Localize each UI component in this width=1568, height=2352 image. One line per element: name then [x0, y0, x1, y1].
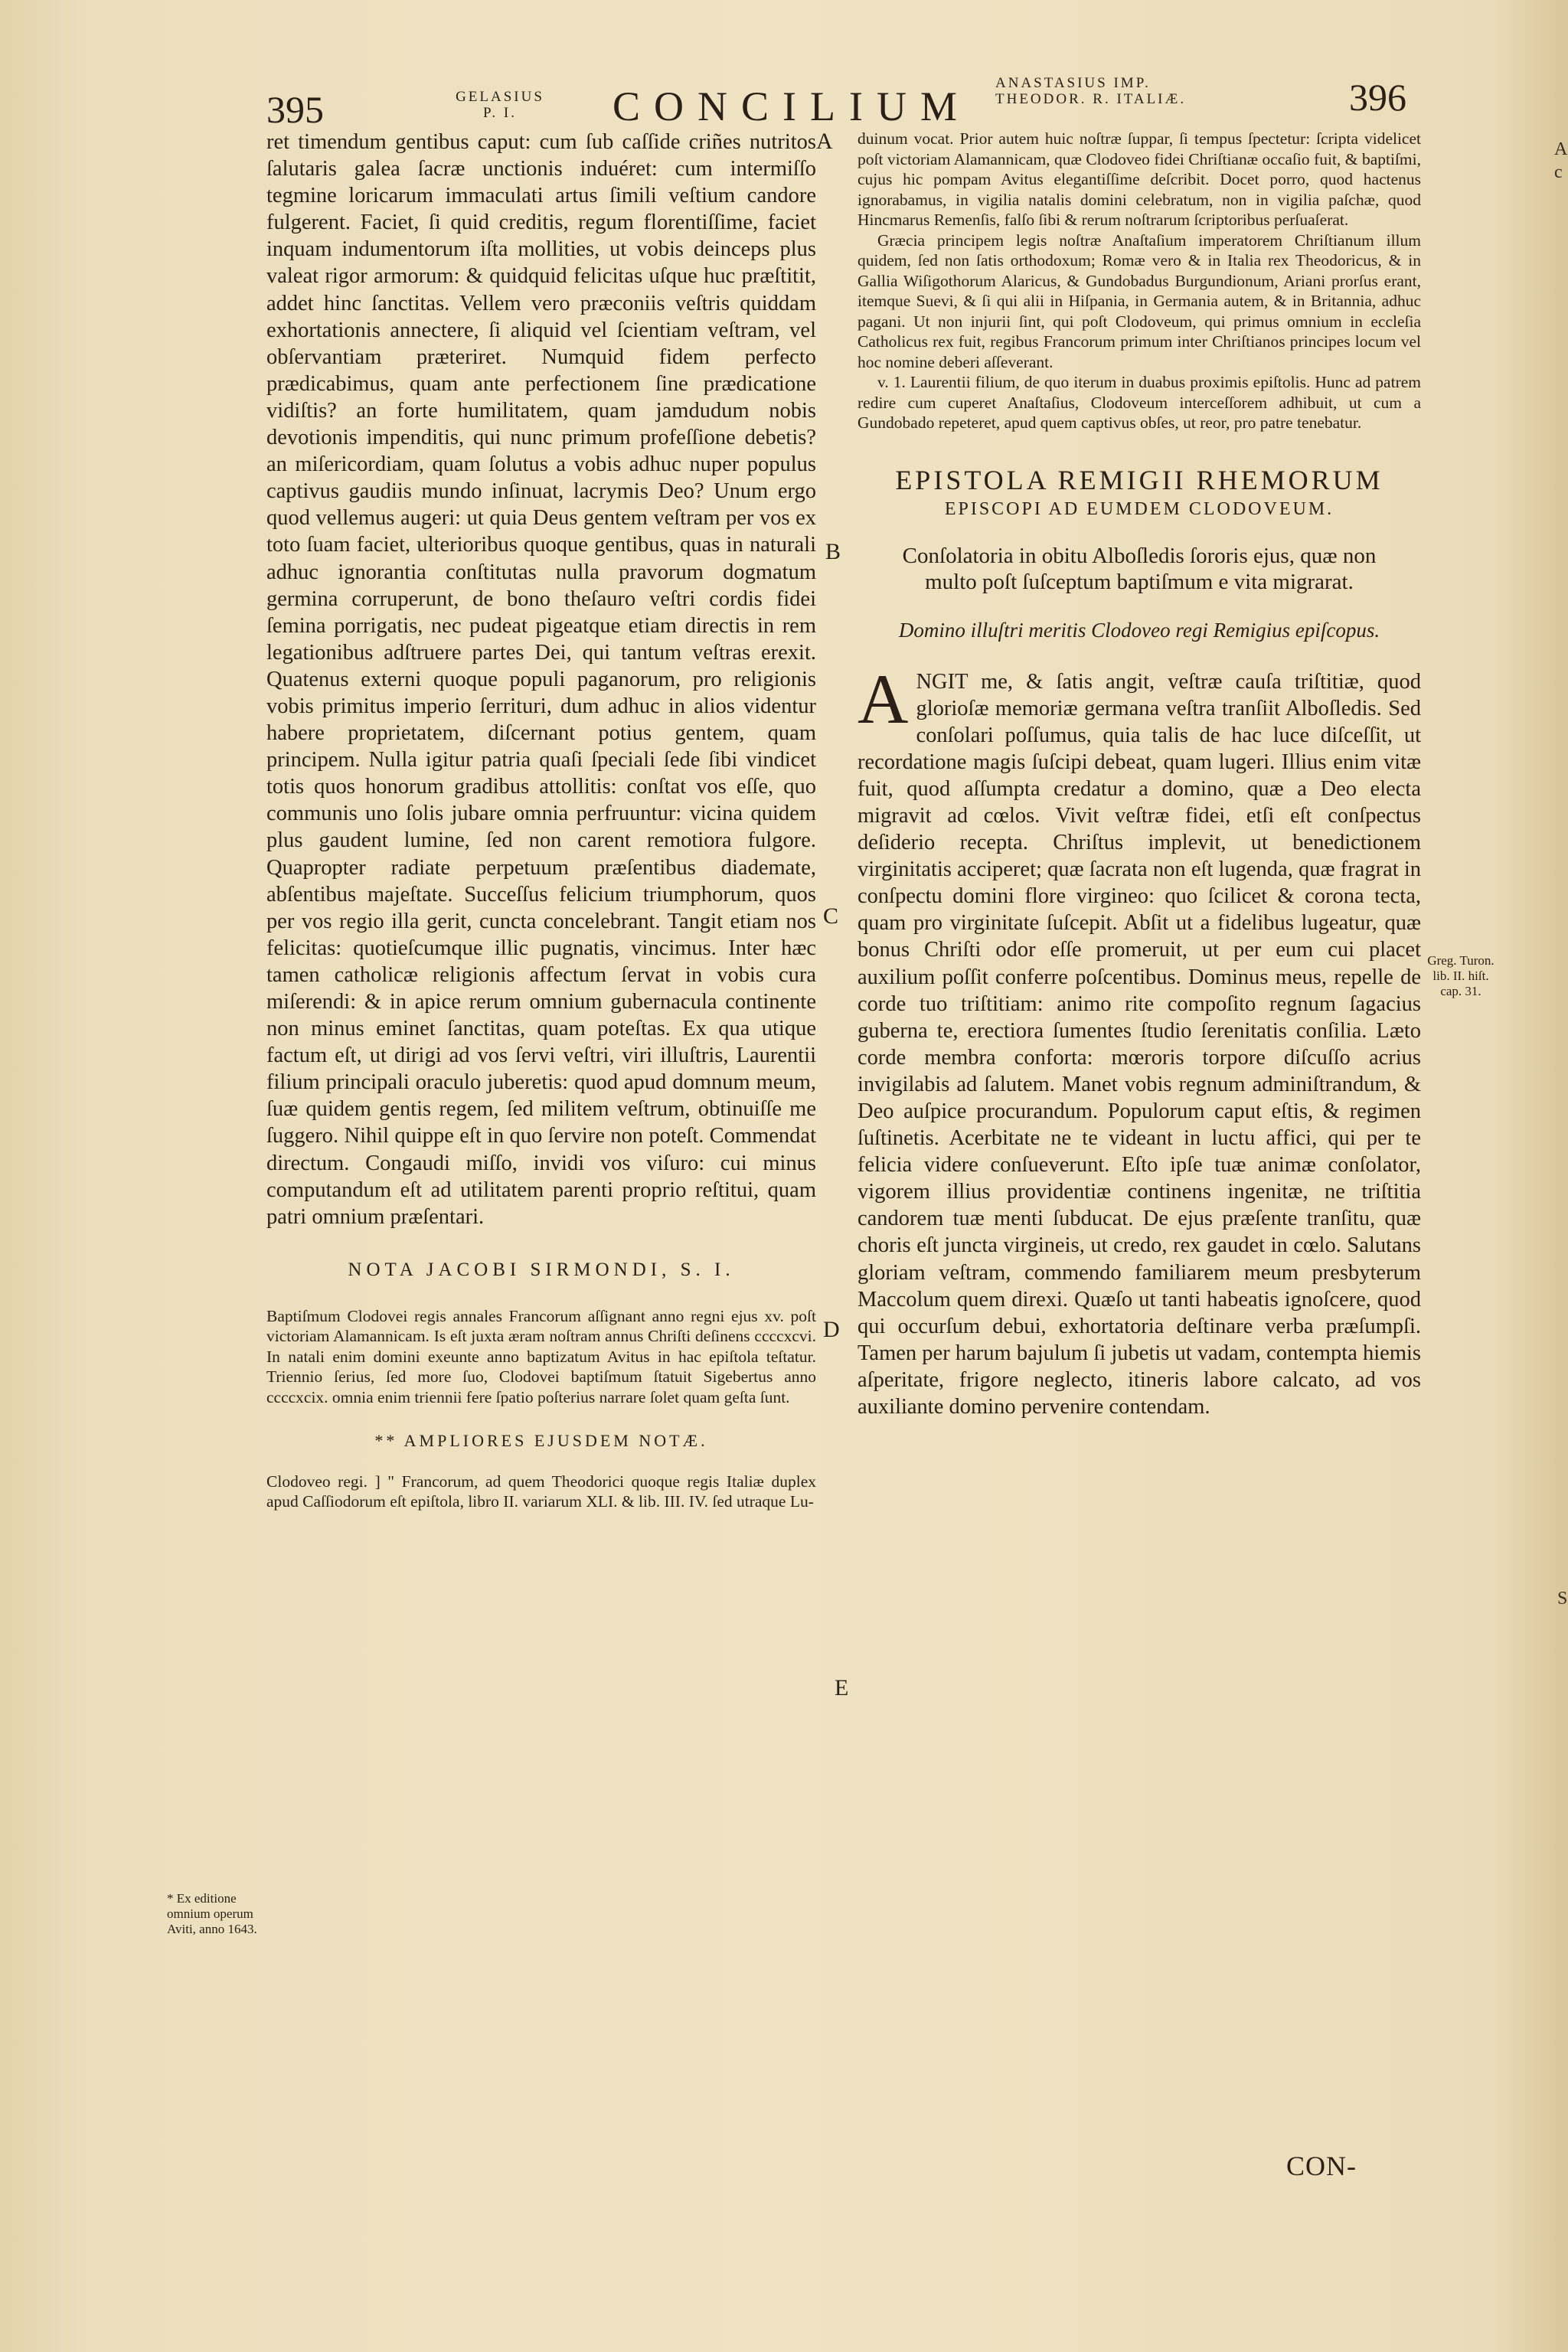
running-header	[0, 72, 1568, 133]
edge-mark-mid: S	[1557, 1589, 1568, 1609]
letter-text-right	[858, 659, 1421, 1421]
header-title: CONCILIUM	[612, 83, 971, 129]
margin-letter-d: D	[823, 1317, 840, 1342]
drop-cap: A	[858, 659, 909, 738]
header-right-caption	[995, 75, 1202, 107]
note-text-2: Clodoveo regi. ] " Francorum, ad quem Theodorici quoque regis Italiæ duplex apud Caſſiodorum eſt epiſtola, libro II. variarum XLI. & lib. III. IV. ſed utraque Lu-	[266, 1472, 816, 1511]
edge-mark-top: A c	[1554, 139, 1567, 182]
header-left-line-1: GELASIUS	[456, 89, 544, 105]
margin-letter-e: E	[835, 1675, 849, 1700]
right-column	[858, 129, 1421, 1420]
commentary-text-3: v. 1. Laurentii filium, de quo iterum in duabus proximis epiſtolis. Hunc ad patrem redire cum cuperet Anaſtaſius, Clodoveum interceſſorem adhibuit, ut cum a Gundobado repeteret, apud quem captivus obſes, ut reor, pro patre tenebatur.	[858, 373, 1421, 432]
salutation: Domino illuſtri meritis Clodoveo regi Remigius epiſcopus.	[898, 618, 1380, 642]
catchword: CON-	[1286, 2151, 1357, 2181]
letter-body: NGIT me, & ſatis angit, veſtræ cauſa triſtitiæ, quod glorioſæ memoriæ germana veſtra tranſiit Alboſledis. Sed conſolari poſſumus, quia talis de hac luce diſceſſit, ut recordatione magis ſuſcipi debeat, quam lugeri. Illius enim vitæ fuit, quod aſſumpta credatur a domino, quæ a Deo electa migravit ad cœlos. Vivit veſtræ fidei, etſi eſt conſpectus deſiderio recepta. Chriſtus implevit, ut benedictionem virginitatis acciperet; quæ ſacrata non eſt lugenda, quæ fragrat in conſpectu domini flore virgineo: quo ſcilicet & corona tecta, quam pro virginitate ſuſcepit. Abſit ut a fidelibus lugeatur, quæ bonus Chriſti odor eſſe promeruit, ut per eum cui placet auxilium poſſit conferre poſcentibus. Dominus meus, repelle de corde tuo triſtitiam: animo rite compoſito regnum ſagacius guberna te, erectiora ſumentes ſtudio ſerenitatis conſilia. Læto corde membra conforta: mœroris torpore diſcuſſo acrius invigilabis ad ſalutem. Manet vobis regnum adminiſtrandum, & Deo auſpice procurandum. Populorum caput eſtis, & regimen ſuſtinetis. Acerbitate ne te videant in luctu affici, qui per te felicia videre conſueverunt. Eſto ipſe tuæ animæ conſolator, vigorem illius providentiæ continens ingenitæ, ne triſtitia candorem tuæ menti ſubducat. De ejus præſente tranſitu, quæ choris eſt juncta virgineis, ut credo, rex gaudet in cœlo. Salutans gloriam veſtram, commendo familiarem meum presbyterum Maccolum quem direxi. Quæſo ut tanti habeatis ignoſcere, quod qui occurſum debui, exhortatoria deſtinare verba præſumpſi. Tamen per harum bajulum ſi jubetis ut vadam, contempta hiemis aſperitate, frigore neglecto, itineris labore calcato, ad vos auxiliante domino pervenire contendam.	[858, 669, 1421, 1419]
margin-letter-c: C	[823, 903, 839, 929]
commentary-text-2: Græcia principem legis noſtræ Anaſtaſium imperatorem Chriſtianum illum quidem, ſed non ſatis orthodoxum; Romæ vero & in Italia rex Theodoricus, & in Gallia Wiſigothorum Alaricus, & Gundobadus Burgundionum, Ariani prorſus erant, itemque Suevi, & ſi qui alii in Hiſpania, in Germania autem, & in Britannia, adhuc pagani. Ut non injurii ſint, qui poſt Clodoveum, qui primus omnium in eccleſia Catholicus rex fuit, regibus Francorum primum inter Chriſtianos principes locum vel hoc nomine deberi aſſeverant.	[858, 230, 1421, 371]
header-right-line-2: THEODOR. R. ITALIÆ.	[995, 91, 1187, 107]
side-reference: Greg. Turon. lib. II. hiſt. cap. 31.	[1427, 953, 1494, 998]
header-right-line-1: ANASTASIUS IMP.	[995, 75, 1151, 91]
left-column	[266, 129, 816, 1512]
page-number-left: 395	[266, 88, 324, 131]
letter-text-left: ret timendum gentibus caput: cum ſub caſſide criñes nutritos ſalutaris galea ſacræ unctionis induéret: cum intermiſſo tegmine loricarum immaculati artus ſimili veſtium candore fulgerent. Faciet, ſi quid creditis, regum florentiſſime, faciet inquam indumentorum iſta mollities, ut vobis deinceps plus valeat rigor armorum: & quidquid felicitas uſque huc præſtitit, addet hinc ſanctitas. Vellem vero præconiis veſtris quiddam exhortationis annectere, ſi aliquid vel ſcientiam veſtram, vel obſervantiam præteriret. Numquid fidem perfecto prædicabimus, quam ante perfectionem ſine prædicatione vidiſtis? an forte humilitatem, quam jamdudum nobis devotionis impenditis, qui nunc primum profeſſione debetis? an miſericordiam, quam ſolutus a vobis adhuc nuper populus captivus gaudiis mundo inſinuat, lacrymis Deo? Unum ergo quod vellemus augeri: ut quia Deus gentem veſtram per vos ex toto ſuam faciet, ulterioribus quoque gentibus, quas in naturali adhuc ignorantia conſtitutas nulla pravorum dogmatum germina corruperunt, de bono theſauro veſtri cordis fidei ſemina porrigatis, nec pudeat pigeatque etiam directis in rem legationibus adſtruere partes Dei, qui tantum veſtras erexit. Quatenus externi quoque populi paganorum, pro religionis vobis primitus imperio ſerrituri, dum adhuc in alios videntur habere proprietatem, diſcernant potius gentem, quam principem. Nulla igitur patria quaſi ſpeciali ſede ſibi vindicet totis quos honorum gradibus attollitis: conſtat vos eſſe, quo communis uno ſolis jubare omnia perfruuntur: vicina quidem plus gaudent lumine, ſed non carent remotiora fulgore. Quapropter radiate perpetuum præſentibus diademate, abſentibus majeſtate. Succeſſus felicium triumphorum, quos per vos regio illa gerit, cuncta concelebrant. Tangit etiam nos felicitas: quotieſcumque illic pugnatis, vincimus. Inter hæc tamen catholicæ religionis affectum ſervat in vobis cura miſerendi: & in apice rerum omnium gubernacula continente non minus eminet ſanctitas, quam poteſtas. Ex qua utique factum eſt, ut dirigi ad vos ſervi veſtri, viri illuſtris, Laurentii filium principali oraculo juberetis: quod apud domnum meum, ſuæ quidem gentis regem, ſed militem veſtrum, obtinuiſſe me ſuggero. Nihil quippe eſt in quo ſervire non poteſt. Commendat directum. Congaudi miſſo, invidi vos viſuro: cui minus computandum eſt ad utilitatem parenti proprio reſtitui, quam patri omnium præſentari.	[266, 130, 816, 1229]
header-left-line-2: P. I.	[482, 105, 518, 121]
header-left-caption	[443, 89, 557, 121]
commentary-text-1: duinum vocat. Prior autem huic noſtræ ſuppar, ſi tempus ſpectetur: ſcripta videlicet poſt victoriam Alamannicam, quæ Clodoveo fidei Chriſtianæ occaſio fuit, & baptiſmi, cujus hic pompam Avitus elegantiſſime deſcribit. Docet porro, quod hactenus ignorabamus, in vigilia natalis domini celebratum, non in vigilia paſchæ, quod Hincmarus Remenſis, falſo ſibi & rerum noſtrarum ſcriptoribus perſuaſerat.	[858, 129, 1421, 229]
side-note-edition: * Ex editione omnium operum Aviti, anno 1643.	[167, 1891, 257, 1936]
note-text: Baptiſmum Clodovei regis annales Francorum aſſignant anno regni ejus xv. poſt victoriam Alamannicam. Is eſt juxta æram noſtram annus Chriſti deſinens ccccxcvi. In natali enim domini exeunte anno baptizatum Avitus in hac epiſtola teſtatur. Triennio ſerius, ſed more ſuo, Clodovei baptiſmum ſtatuit Sigebertus anno ccccxcix. omnia enim triennii fere ſpatio poſterius narrare ſolet quam geſta ſunt.	[266, 1306, 816, 1406]
note-heading-2: ** AMPLIORES EJUSDEM NOTÆ.	[374, 1431, 708, 1451]
epistle-subtitle: EPISCOPI AD EUMDEM CLODOVEUM.	[944, 498, 1334, 519]
margin-letter-b: B	[825, 539, 841, 564]
epistle-summary: Conſolatoria in obitu Alboſledis ſororis ejus, quæ non multo poſt ſuſceptum baptiſmum e vita migrarat.	[902, 543, 1377, 594]
note-heading: NOTA JACOBI SIRMONDI, S. I.	[348, 1259, 735, 1280]
epistle-title: EPISTOLA REMIGII RHEMORUM	[895, 464, 1383, 495]
page-number-right: 396	[1349, 76, 1406, 119]
margin-letter-a: A	[816, 129, 833, 154]
